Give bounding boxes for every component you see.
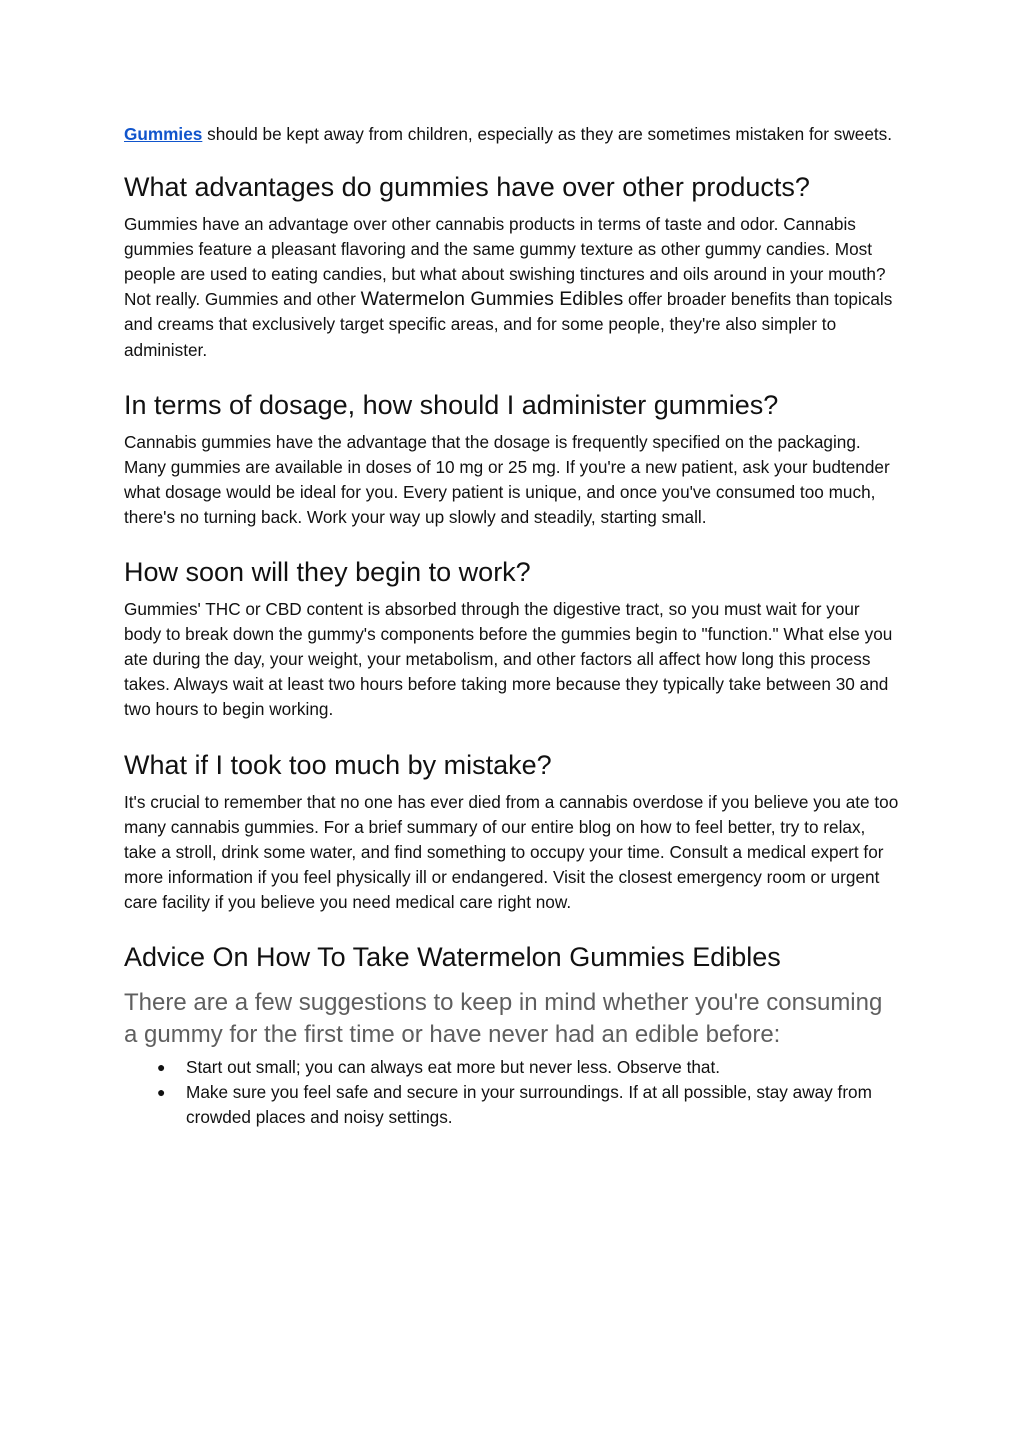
document-page — [124, 122, 900, 1130]
gummies-link[interactable]: Gummies — [124, 124, 203, 144]
intro-text: should be kept away from children, especially as they are sometimes mistaken for sweets. — [202, 124, 893, 144]
list-item — [124, 1080, 900, 1130]
dosage-paragraph: Cannabis gummies have the advantage that the dosage is frequently specified on the packaging. Many gummies are available in doses of 10 mg or 25 mg. If you're a new patient, ask your budtender what dosage would be ideal for you. Every patient is unique, and once you've consumed too much, there's no turning back. Work your way up slowly and steadily, starting small. — [124, 431, 890, 527]
bullet-icon: ● — [157, 1058, 166, 1075]
advantages-text-start: Gummies have an advantage over other cannabis products in terms of taste and odor. Cannabis gummies feature a pleasant flavoring and the same gummy texture as other gummy candies. Most people are used to eating candies, but what about swishing tinctures and oils around in your mouth? Not really. Gummies and other — [124, 214, 886, 310]
intro-paragraph — [124, 122, 900, 147]
heading-onset: How soon will they begin to work? — [124, 557, 531, 588]
advice-list — [124, 1055, 900, 1130]
heading-overdose: What if I took too much by mistake? — [124, 749, 552, 780]
heading-advantages: What advantages do gummies have over other products? — [124, 172, 810, 203]
list-item-text: Make sure you feel safe and secure in your surroundings. If at all possible, stay away from crowded places and noisy settings. — [186, 1082, 872, 1128]
advice-subtitle: There are a few suggestions to keep in mind whether you're consuming a gummy for the first time or have never had an edible before: — [124, 988, 883, 1048]
watermelon-gummies-phrase: Watermelon Gummies Edibles — [360, 288, 624, 311]
overdose-paragraph: It's crucial to remember that no one has ever died from a cannabis overdose if you believe you ate too many cannabis gummies. For a brief summary of our entire blog on how to feel better, try to relax, take a stroll, drink some water, and find something to occupy your time. Consult a medical expert for more information if you feel physically ill or endangered. Visit the closest emergency room or urgent care facility if you believe you need medical care right now. — [124, 791, 899, 912]
list-item — [124, 1055, 900, 1080]
onset-paragraph: Gummies' THC or CBD content is absorbed through the digestive tract, so you must wait for your body to break down the gummy's components before the gummies begin to "function." What else you ate during the day, your weight, your metabolism, and other factors all affect how long this process takes. Always wait at least two hours before taking more because they typically take between 30 and two hours to begin working. — [124, 599, 893, 720]
advantages-text-end: offer broader benefits than topicals and creams that exclusively target specific areas, and for some people, they're also simpler to administer. — [124, 289, 893, 360]
list-item-text: Start out small; you can always eat more but never less. Observe that. — [186, 1056, 721, 1077]
heading-dosage: In terms of dosage, how should I administer gummies? — [124, 389, 779, 420]
bullet-icon: ● — [157, 1084, 166, 1101]
advantages-paragraph — [124, 212, 900, 363]
heading-advice: Advice On How To Take Watermelon Gummies Edibles — [124, 941, 781, 972]
